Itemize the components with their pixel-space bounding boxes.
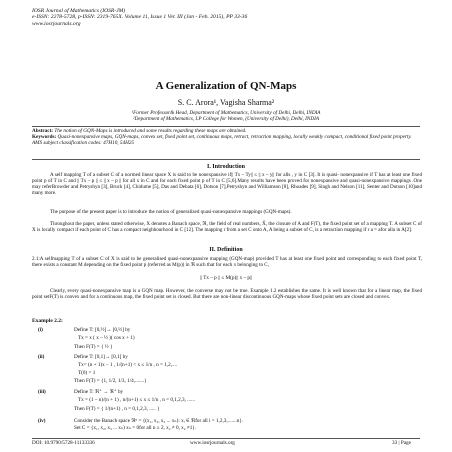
journal-header <box>32 8 247 27</box>
example-i-label: (i) <box>38 327 43 333</box>
example-iii-line-1: Define T: ℜ⁺ → ℜ⁺ by <box>74 389 124 395</box>
example-iv-line-2: Set C = {x₁, x₂, x₃ ... xₙ) xₙ = 0for all n ≥ 2, x₂ ≠ 0, x₂ ≠1}. <box>74 425 197 431</box>
example-heading: Example 2.2: <box>32 318 63 324</box>
gqn-inequality: || Tx – p || ≤ M(p)|| x – p|| <box>199 275 253 281</box>
ams-codes: AMS subject classification codes: 47H10, 54H25 <box>32 140 135 147</box>
intro-paragraph-2: The purpose of the present paper is to introduce the notion of generalized quasi-nonexpansive mappings (GQN-maps). <box>50 209 292 215</box>
footer-page-number: 33 | Page <box>392 440 411 446</box>
example-i-line-1: Define T: [0,½]→ [0,½] by <box>74 327 131 333</box>
intro-paragraph-3: Throughout the paper, unless stated otherwise, X denotes a Banach space, ℜ, the field of real numbers, X̄, the closure of A and F(T), the fixed point set of a mapping T. A subset C of X is locally compact if each point of C has a compact neighbourhood in C [12]. The mapping r from a set C onto A, A being a subset of C, is a retraction mapping if r a = afor alla in A[2]. <box>32 221 422 234</box>
example-ii-line-2: Tx= (n + 1)x – 1 , 1/(n+1) < x ≤ 1/n , n = 1,2,.... <box>78 362 178 368</box>
authors: S. C. Arora¹, Vagisha Sharma² <box>177 98 275 107</box>
keywords-text: Quasi-nonexpansive maps, GQN-maps, convex set, fixed point set, continuous maps, retract, retraction mapping, locally weakly compact, conditional fixed point property. <box>57 134 412 141</box>
abstract-text: The notion of GQN-Maps is introduced and some results regarding these maps are obtained. <box>54 128 247 134</box>
section-2-heading: II. Definition <box>209 247 243 253</box>
journal-name: IOSR Journal of Mathematics (IOSR-JM) <box>32 8 126 14</box>
abstract-label: Abstract: <box>32 128 54 134</box>
affiliations <box>0 110 452 122</box>
example-ii-line-4: Then F(T) = {1, 1/2, 1/3, 1/4,.......} <box>74 378 147 384</box>
intro-paragraph-1: A self mapping T of a subset C of a normed linear space X is said to be nonexpansive if|| Tx – Ty|| ≤ || x – y|| for alls , y in C [3]. It is quasi- nonexpansive if T has at least one fixed point p of T in C and || Tx – p || ≤ || x – p || for all x in C and for each fixed point p of T in C [5,6].Many results have been proved for nonexpansive and quasi-nonexpansive mappings .One may referBrowder and Petryshyn [3], Bruck [4], Chidume [5], Das and Debata [6], Dotson [7],Petryshyn and Williamson [8], Rhoades [9], Singh and Nelson [11], Senter and Dotson [10]and many more. <box>32 172 422 197</box>
footer-rule <box>32 438 420 439</box>
example-i-line-2: Tx = x ( x – ½ )( cos x + 1) <box>78 335 135 341</box>
definition-2-1: 2.1:A selfmapping T of a subset C of X is said to be generalised quasi-nonexpansive mapping (GQN-map) provided T has at least one fixed point and corresponding to each fixed point T, there exists a constant M depending on the fixed point p (referred as M(p)) in ℜ such that for each x belonging to C, <box>32 256 422 269</box>
example-ii-line-1: Define T: [0,1]→ [0,1] by <box>74 354 128 360</box>
footer-doi: DOI: 10.9790/5728-11133336 <box>32 440 95 446</box>
paper-title: A Generalization of QN-Maps <box>155 80 297 92</box>
example-iv-label: (iv) <box>38 418 46 424</box>
abstract-block <box>32 128 422 147</box>
example-iv-line-1: Consider the Banach space ℜⁿ = {(x₁, x₂, x₃ ... xₙ): xᵢ ∈ ℜfor all i = 1,2,3,.......n}. <box>74 418 244 424</box>
example-iii-line-2: Tx = (1 – n)/(n + 1) , n/(n+1) ≤ x ≤ 1/n , n = 0,1,2,3, ...... <box>78 397 195 403</box>
definition-paragraph-2: Clearly, every quasi-nonexpansive map is a GQN map. However, the converse may not be true. Example 1.2 establishes the same. It is well known that for a linear map, the fixed point setF(T) is convex and for a continuous map, the fixed point set is closed. But there are non-linear discontinuous GQN-maps whose fixed point sets are closed and convex. <box>32 288 422 301</box>
section-1-heading: I. Introduction <box>207 164 245 170</box>
affiliation-2: ²Department of Mathematics, I.P College for Women, (University of Delhi), Delhi, INDIA <box>133 116 319 122</box>
example-iii-line-3: Then F(T) = { 1/(n+1) , n = 0,1,2,3, ..... } <box>74 406 160 412</box>
example-i-line-3: Then F(T) = { ½ } <box>74 344 113 350</box>
affiliation-1: ¹Former Professor& Head, Department of Mathematics, University of Delhi, Delhi, INDIA <box>131 110 321 116</box>
example-ii-line-3: T(0) = 1 <box>78 370 96 376</box>
abstract-top-rule <box>32 126 420 127</box>
example-ii-label: (ii) <box>38 354 45 360</box>
abstract-bottom-rule <box>32 159 420 160</box>
keywords-label: Keywords: <box>32 134 57 141</box>
footer-url[interactable]: www.iosrjournals.org <box>190 440 235 446</box>
issn-line: e-ISSN: 2278-5728, p-ISSN: 2319-765X. Volume 11, Issue 1 Ver. III (Jan - Feb. 2015), PP 33-36 <box>32 14 248 21</box>
journal-url[interactable]: www.iosrjournals.org <box>32 20 81 27</box>
example-iii-label: (iii) <box>38 389 46 395</box>
